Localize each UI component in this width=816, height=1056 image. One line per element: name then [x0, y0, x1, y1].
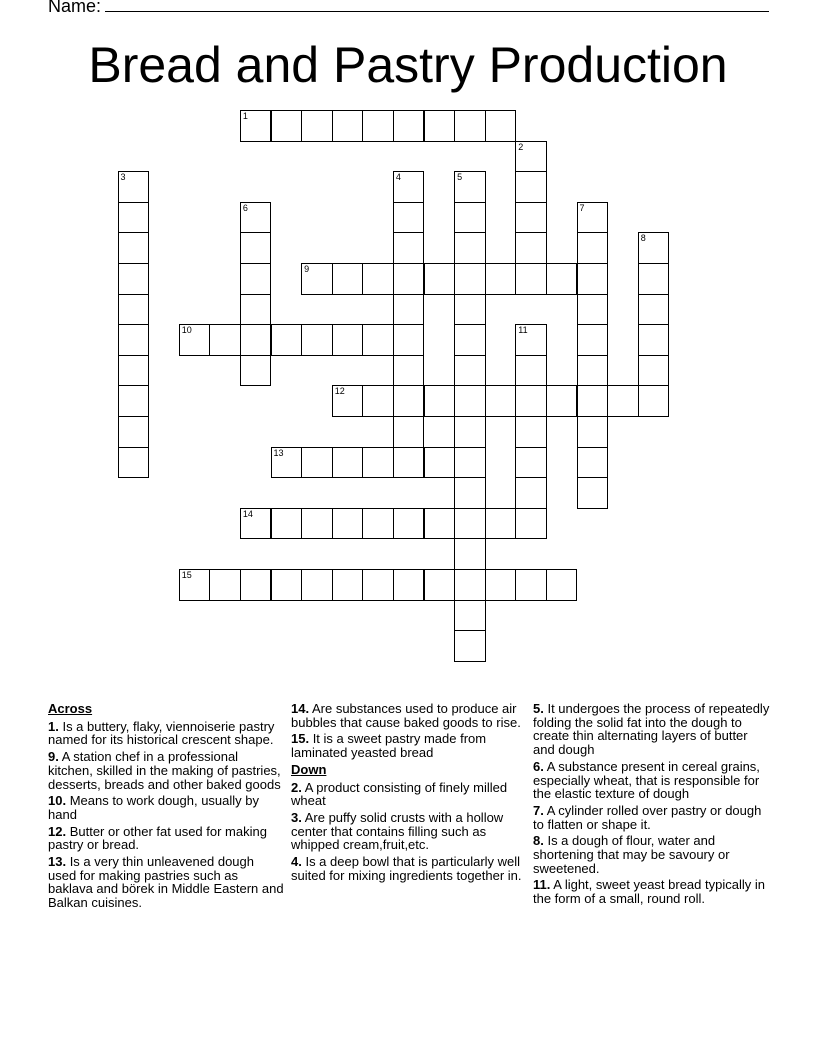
clue-item-number: 9. [48, 749, 59, 765]
crossword-cell[interactable] [577, 324, 609, 356]
name-underline [105, 0, 769, 12]
crossword-cell[interactable] [577, 416, 609, 448]
crossword-cell[interactable] [454, 324, 486, 356]
clue-item-number: 6. [533, 758, 544, 774]
page-title: Bread and Pastry Production [88, 37, 728, 93]
clue-number: 8 [640, 233, 646, 244]
clue-item-number: 3. [291, 809, 302, 825]
crossword-cell[interactable] [515, 263, 547, 295]
crossword-cell[interactable] [362, 569, 394, 601]
crossword-cell[interactable] [362, 324, 394, 356]
crossword-cell[interactable] [546, 569, 578, 601]
clue-item-number: 14. [291, 701, 310, 716]
crossword-cell[interactable] [332, 110, 364, 142]
crossword-cell[interactable] [454, 630, 486, 662]
clue-item-text: Are substances used to produce air bubbles that cause baked goods to rise. [291, 701, 521, 730]
clue-item-number: 11. [533, 877, 551, 893]
clue-item [291, 811, 527, 852]
crossword-cell[interactable] [209, 569, 241, 601]
name-field[interactable] [48, 0, 769, 17]
clues-column-2 [291, 702, 527, 885]
clue-item-text: A product consisting of finely milled wheat [291, 779, 508, 809]
crossword-cell[interactable] [515, 508, 547, 540]
clue-item [533, 760, 771, 801]
crossword-cell[interactable] [118, 355, 150, 387]
crossword-cell[interactable] [515, 477, 547, 509]
crossword-cell[interactable] [638, 294, 670, 326]
crossword-cell[interactable] [454, 202, 486, 234]
crossword-cell[interactable] [240, 232, 272, 264]
crossword-cell[interactable] [485, 263, 517, 295]
down-clue-list-continued [533, 702, 771, 906]
crossword-cell[interactable] [546, 263, 578, 295]
clue-item-text: Are puffy solid crusts with a hollow center that contains filling such as whipped cream,fruit,etc. [291, 809, 504, 853]
crossword-cell[interactable] [118, 385, 150, 417]
clue-item-text: A substance present in cereal grains, especially wheat, that is responsible for the elastic texture of dough [533, 758, 760, 802]
crossword-cell[interactable] [485, 385, 517, 417]
crossword-cell[interactable] [424, 508, 456, 540]
clue-item [533, 878, 771, 905]
crossword-cell[interactable] [454, 477, 486, 509]
crossword-cell[interactable] [393, 263, 425, 295]
clue-item-number: 15. [291, 731, 310, 747]
crossword-cell[interactable] [301, 110, 333, 142]
crossword-cell[interactable] [393, 324, 425, 356]
clue-item-text: Butter or other fat used for making pastry or bread. [48, 823, 267, 853]
clue-item-number: 10. [48, 793, 67, 809]
crossword-cell[interactable] [362, 263, 394, 295]
clue-number: 10 [181, 325, 192, 336]
clue-number: 2 [518, 141, 524, 152]
clue-item [291, 781, 527, 808]
clue-item-text: A light, sweet yeast bread typically in the form of a small, round roll. [533, 877, 765, 907]
crossword-cell[interactable] [118, 416, 150, 448]
crossword-cell[interactable] [301, 447, 333, 479]
crossword-cell[interactable] [577, 355, 609, 387]
clue-item [48, 825, 284, 852]
clue-number: 9 [304, 264, 310, 274]
crossword-cell[interactable] [332, 508, 364, 540]
crossword-cell[interactable] [118, 232, 150, 264]
crossword-cell[interactable] [271, 324, 303, 356]
crossword-cell[interactable] [454, 355, 486, 387]
across-clue-list [48, 720, 284, 910]
crossword-cell[interactable] [393, 232, 425, 264]
crossword-cell[interactable] [638, 385, 670, 417]
crossword-cell[interactable] [393, 385, 425, 417]
name-label: Name: [48, 0, 102, 16]
crossword-cell[interactable] [362, 385, 394, 417]
crossword-cell[interactable] [332, 324, 364, 356]
clue-item [48, 794, 284, 821]
clue-item-number: 1. [48, 718, 59, 734]
clue-number: 13 [273, 447, 284, 458]
crossword-cell[interactable] [271, 569, 303, 601]
crossword-cell[interactable] [485, 508, 517, 540]
crossword-cell[interactable] [454, 538, 486, 570]
crossword-cell[interactable] [424, 263, 456, 295]
crossword-cell[interactable] [301, 569, 333, 601]
crossword-cell[interactable] [424, 569, 456, 601]
clue-item [533, 834, 771, 875]
crossword-cell[interactable] [454, 447, 486, 479]
crossword-cell[interactable] [515, 232, 547, 264]
clue-item-number: 5. [533, 701, 544, 716]
crossword-cell[interactable] [515, 355, 547, 387]
crossword-cell[interactable] [454, 294, 486, 326]
crossword-cell[interactable] [454, 110, 486, 142]
clue-item [48, 750, 284, 791]
across-heading: Across [48, 701, 93, 716]
crossword-cell[interactable] [577, 477, 609, 509]
crossword-cell[interactable] [393, 508, 425, 540]
crossword-cell[interactable] [638, 355, 670, 387]
crossword-cell[interactable] [118, 447, 150, 479]
clue-item-text: A station chef in a professional kitchen, skilled in the making of pastries, desserts, breads and other baked goods [48, 749, 281, 792]
clues-column-1 [48, 702, 284, 913]
clue-number: 4 [395, 172, 401, 183]
clue-item-text: Is a dough of flour, water and shortening that may be savoury or sweetened. [533, 833, 730, 876]
crossword-cell[interactable] [301, 324, 333, 356]
down-clue-list [291, 781, 527, 883]
crossword-cell[interactable] [577, 232, 609, 264]
clue-number: 7 [579, 202, 585, 213]
crossword-cell[interactable] [362, 447, 394, 479]
crossword-cell[interactable] [515, 202, 547, 234]
crossword-cell[interactable] [118, 263, 150, 295]
crossword-cell[interactable] [515, 171, 547, 203]
crossword-cell[interactable] [454, 232, 486, 264]
crossword-cell[interactable] [485, 110, 517, 142]
crossword-cell[interactable] [424, 110, 456, 142]
clue-item-text: Is a buttery, flaky, viennoiserie pastry named for its historical crescent shape. [48, 718, 275, 748]
clue-item-number: 8. [533, 833, 544, 849]
clues-column-3 [533, 702, 771, 909]
crossword-cell[interactable] [393, 202, 425, 234]
crossword-cell[interactable] [515, 447, 547, 479]
crossword-cell[interactable] [362, 508, 394, 540]
crossword-cell[interactable] [118, 294, 150, 326]
clue-item-text: It undergoes the process of repeatedly folding the solid fat into the dough to create thin alternating layers of butter and dough [533, 701, 770, 758]
clue-item [291, 732, 527, 759]
clue-item-number: 7. [533, 802, 544, 818]
crossword-cell[interactable] [485, 569, 517, 601]
crossword-cell[interactable] [240, 569, 272, 601]
clue-item-number: 12. [48, 823, 67, 839]
crossword-cell[interactable] [393, 110, 425, 142]
crossword-cell[interactable] [454, 263, 486, 295]
crossword-cell[interactable] [301, 508, 333, 540]
crossword-cell[interactable] [454, 416, 486, 448]
crossword-cell[interactable] [209, 324, 241, 356]
crossword-cell[interactable] [515, 416, 547, 448]
down-heading: Down [291, 761, 327, 777]
crossword-cell[interactable] [577, 294, 609, 326]
crossword-cell[interactable] [240, 294, 272, 326]
clue-item-text: It is a sweet pastry made from laminated yeasted bread [291, 731, 487, 761]
crossword-cell[interactable] [271, 110, 303, 142]
across-clue-list-continued [291, 702, 527, 760]
crossword-cell[interactable] [424, 385, 456, 417]
clue-number: 12 [334, 386, 345, 397]
crossword-cell[interactable] [393, 355, 425, 387]
crossword-cell[interactable] [332, 569, 364, 601]
crossword-cell[interactable] [393, 294, 425, 326]
crossword-cell[interactable] [454, 508, 486, 540]
clue-item-number: 4. [291, 854, 302, 870]
clue-number: 14 [242, 508, 253, 519]
clue-number: 1 [242, 111, 248, 121]
crossword-cell[interactable] [424, 447, 456, 479]
crossword-cell[interactable] [638, 263, 670, 295]
crossword-cell[interactable] [577, 447, 609, 479]
clue-number: 15 [181, 570, 192, 580]
crossword-cell[interactable] [393, 569, 425, 601]
crossword-cell[interactable] [118, 324, 150, 356]
crossword-cell[interactable] [515, 569, 547, 601]
crossword-cell[interactable] [240, 263, 272, 295]
crossword-cell[interactable] [393, 416, 425, 448]
crossword-cell[interactable] [332, 263, 364, 295]
clue-item-text: A cylinder rolled over pastry or dough to flatten or shape it. [533, 802, 762, 832]
crossword-cell[interactable] [577, 263, 609, 295]
clue-item [48, 855, 284, 910]
crossword-cell[interactable] [454, 600, 486, 632]
clue-item-number: 2. [291, 779, 302, 795]
crossword-cell[interactable] [393, 447, 425, 479]
crossword-cell[interactable] [240, 324, 272, 356]
crossword-cell[interactable] [362, 110, 394, 142]
crossword-cell[interactable] [638, 324, 670, 356]
clue-item-text: Is a deep bowl that is particularly well suited for mixing ingredients together in. [291, 854, 522, 883]
crossword-cell[interactable] [118, 202, 150, 234]
crossword-cell[interactable] [240, 355, 272, 387]
clue-number: 3 [120, 172, 126, 183]
crossword-cell[interactable] [271, 508, 303, 540]
clue-item [291, 702, 527, 729]
crossword-cell[interactable] [607, 385, 639, 417]
crossword-cell[interactable] [577, 385, 609, 417]
clue-item [48, 720, 284, 747]
crossword-cell[interactable] [515, 385, 547, 417]
clue-item [533, 804, 771, 831]
clue-number: 11 [518, 325, 528, 336]
clue-item-text: Means to work dough, usually by hand [48, 793, 260, 822]
clue-item [533, 702, 771, 757]
crossword-cell[interactable] [454, 569, 486, 601]
clue-item-number: 13. [48, 854, 67, 870]
clue-number: 5 [457, 172, 463, 183]
crossword-cell[interactable] [454, 385, 486, 417]
clue-number: 6 [242, 202, 248, 213]
crossword-cell[interactable] [546, 385, 578, 417]
crossword-cell[interactable] [332, 447, 364, 479]
clue-item [291, 855, 527, 882]
clue-item-text: Is a very thin unleavened dough used for making pastries such as baklava and börek in Middle Eastern and Balkan cuisines. [48, 854, 284, 911]
